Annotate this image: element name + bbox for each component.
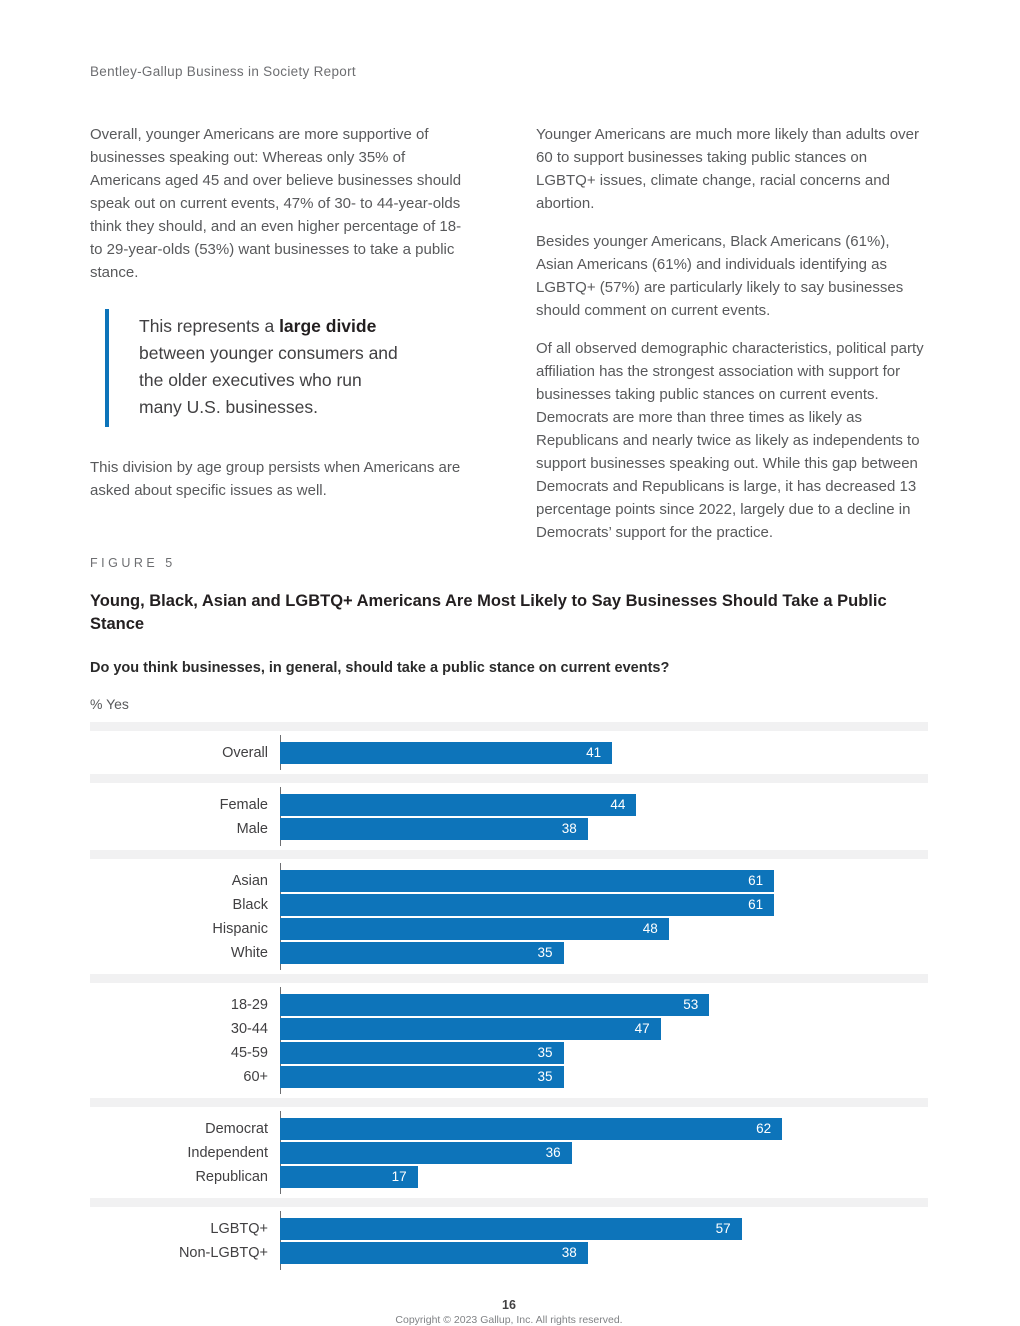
category-label: Independent (187, 1144, 268, 1161)
chart-row (90, 1041, 928, 1064)
bar-track (280, 1242, 928, 1264)
bar (280, 870, 774, 892)
category-label: Male (236, 820, 268, 837)
pull-quote-text (139, 313, 405, 421)
chart-group-lgbtq (90, 1211, 928, 1270)
category-label: Black (232, 896, 268, 913)
bar-track (280, 870, 928, 892)
category-label: 30-44 (230, 1020, 268, 1037)
bar-value-label: 48 (642, 921, 658, 936)
report-header-title: Bentley-Gallup Business in Society Report (90, 64, 356, 79)
bar-track (280, 942, 928, 964)
quote-text-bold: large divide (279, 316, 377, 336)
category-label: 18-29 (230, 996, 268, 1013)
chart-row (90, 1117, 928, 1140)
bar-value-label: 41 (586, 745, 602, 760)
group-separator (90, 722, 928, 731)
category-label: Republican (195, 1168, 268, 1185)
page-footer (90, 1298, 928, 1326)
chart-group-race-ethnicity (90, 863, 928, 970)
bar (280, 1118, 782, 1140)
bar-value-label: 38 (561, 821, 577, 836)
bar (280, 1066, 564, 1088)
paragraph: Younger Americans are much more likely than adults over 60 to support businesses taking public stances on LGBTQ+ issues, climate change, racial concerns and abortion. (536, 126, 919, 212)
bar-value-label: 53 (683, 997, 699, 1012)
bar-value-label: 57 (715, 1221, 731, 1236)
bar-value-label: 44 (610, 797, 626, 812)
chart-row (90, 1141, 928, 1164)
chart-row (90, 1165, 928, 1188)
chart-row (90, 869, 928, 892)
bar-track (280, 1166, 928, 1188)
bar (280, 1242, 588, 1264)
bar-track (280, 1218, 928, 1240)
pull-quote (105, 309, 405, 427)
chart-row (90, 741, 928, 764)
bar-track (280, 1142, 928, 1164)
chart-row (90, 793, 928, 816)
bar (280, 742, 612, 764)
bar-value-label: 17 (391, 1169, 407, 1184)
group-separator (90, 1098, 928, 1107)
bar-track (280, 994, 928, 1016)
bar-value-label: 61 (748, 873, 764, 888)
bar (280, 1142, 572, 1164)
group-separator (90, 850, 928, 859)
bar-track (280, 894, 928, 916)
figure-title: Young, Black, Asian and LGBTQ+ Americans Are Most Likely to Say Businesses Should Take a Public Stance (90, 592, 887, 633)
paragraph: Of all observed demographic characteristics, political party affiliation has the strongest association with support for businesses taking public stances on current events. Democrats are more than three times as likely as Republicans and nearly twice as likely as independents to support businesses speaking out. While this gap between Democrats and Republicans is large, it has decreased 13 percentage points since 2022, largely due to a decline in Democrats’ support for the practice. (536, 340, 924, 541)
chart-group-gender (90, 787, 928, 846)
bar-track (280, 1118, 928, 1140)
bar-value-label: 61 (748, 897, 764, 912)
chart-row (90, 993, 928, 1016)
figure-chart (90, 722, 928, 1270)
chart-row (90, 941, 928, 964)
quote-text-pre: This represents a (139, 316, 280, 336)
chart-row (90, 817, 928, 840)
figure-question: Do you think businesses, in general, should take a public stance on current events? (90, 660, 670, 676)
bar-value-label: 62 (756, 1121, 772, 1136)
paragraph: This division by age group persists when Americans are asked about specific issues as well. (90, 459, 461, 499)
bar-track (280, 742, 928, 764)
right-column (536, 123, 928, 544)
group-separator (90, 974, 928, 983)
bar-value-label: 35 (537, 945, 553, 960)
figure-label: FIGURE 5 (90, 556, 176, 570)
chart-row (90, 1241, 928, 1264)
chart-group-overall (90, 735, 928, 770)
chart-row (90, 1065, 928, 1088)
category-label: Asian (231, 872, 268, 889)
chart-group-party (90, 1111, 928, 1194)
group-separator (90, 1198, 928, 1207)
bar (280, 1218, 742, 1240)
chart-row (90, 1017, 928, 1040)
bar (280, 1166, 418, 1188)
chart-row (90, 917, 928, 940)
bar-track (280, 1018, 928, 1040)
left-column (90, 123, 462, 544)
bar-value-label: 36 (545, 1145, 561, 1160)
bar (280, 994, 709, 1016)
copyright-text: Copyright © 2023 Gallup, Inc. All rights reserved. (395, 1314, 623, 1326)
category-label: LGBTQ+ (210, 1220, 268, 1237)
bar (280, 942, 564, 964)
bar-track (280, 1066, 928, 1088)
quote-text-post: between younger consumers and the older executives who run many U.S. businesses. (139, 343, 398, 417)
bar-value-label: 35 (537, 1045, 553, 1060)
chart-row (90, 1217, 928, 1240)
category-label: Overall (222, 744, 268, 761)
bar-track (280, 818, 928, 840)
bar (280, 794, 636, 816)
category-label: Hispanic (212, 920, 268, 937)
bar-track (280, 1042, 928, 1064)
bar (280, 818, 588, 840)
bar (280, 1042, 564, 1064)
group-separator (90, 774, 928, 783)
category-label: Non-LGBTQ+ (178, 1244, 268, 1261)
bar (280, 894, 774, 916)
chart-group-age (90, 987, 928, 1094)
category-label: 60+ (243, 1068, 268, 1085)
bar (280, 918, 669, 940)
figure-unit-label: % Yes (90, 696, 129, 712)
bar-track (280, 794, 928, 816)
bar-value-label: 38 (561, 1245, 577, 1260)
category-label: Democrat (205, 1120, 268, 1137)
figure-5 (90, 556, 928, 1270)
chart-row (90, 893, 928, 916)
paragraph: Besides younger Americans, Black Americans (61%), Asian Americans (61%) and individuals identifying as LGBTQ+ (57%) are particularly likely to say businesses should comment on current events. (536, 233, 904, 319)
page-number: 16 (502, 1298, 516, 1312)
paragraph: Overall, younger Americans are more supportive of businesses speaking out: Whereas only 35% of Americans aged 45 and over believe businesses should speak out on current events, 47% of 30- to 44-year-olds think they should, and an even higher percentage of 18- to 29-year-olds (53%) want businesses to take a public stance. (90, 126, 462, 281)
category-label: Female (219, 796, 268, 813)
category-label: White (230, 944, 268, 961)
bar (280, 1018, 661, 1040)
bar-track (280, 918, 928, 940)
text-columns (90, 123, 928, 544)
bar-value-label: 47 (634, 1021, 650, 1036)
category-label: 45-59 (230, 1044, 268, 1061)
bar-value-label: 35 (537, 1069, 553, 1084)
